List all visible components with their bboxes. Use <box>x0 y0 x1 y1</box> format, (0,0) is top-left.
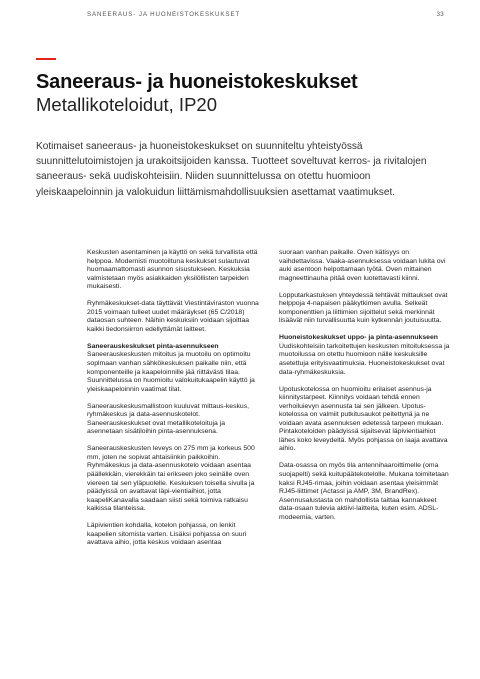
paragraph: Keskusten asentaminen ja käyttö on sekä turvallista että helppoa. Modernisti muotoiltuna keskukset sulautuvat huomaamattomasti asunnon sisustukseen. Keskuksia valmistetaan myös asiakkaiden yksilöllisten tarpeiden mukaisesti. <box>87 249 258 291</box>
paragraph: Saneerauskeskusten mitoitus ja muotoilu on optimoitu soplmaan vanhan sähkökeskuksen paikalle niin, että komponenteille ja kaapeloinnille jää riittävästi tilaa. Suunnittelussa on huomioitu valokuitukaapelin käyttö ja yleiskaapeloinnin vaatimat tilat. <box>87 351 255 393</box>
paragraph: Ryhmäkeskukset-data täyttävät Viestintäviraston vuonna 2015 voimaan tulleet uudet määräykset (65 C/2018) dataosan suhteen. Näihin keskuksiin voidaan sijoittaa kaikki tiedonsiirron edellyttämät laitteet. <box>87 300 259 333</box>
section-heading: Huoneistokeskukset uppo- ja pinta-asennukseen <box>279 334 438 342</box>
section-block <box>279 334 451 377</box>
page-number: 33 <box>436 11 444 18</box>
section-heading: Saneerauskeskukset pinta-asennukseen <box>87 342 219 350</box>
page-title: Saneeraus- ja huoneistokeskukset <box>36 71 358 93</box>
left-column <box>87 249 259 556</box>
paragraph: Uudiskohteisiin tarkoitettujen keskusten mitoituksessa ja muotoilussa on otettu huomioon nälle keskuksille asetettuja erityisvaatimuksia. Huoneistokeskukset ovat data-ryhmäkeskuksia. <box>279 342 450 376</box>
paragraph: Saneerauskeskusmallistoon kuuluvat mittaus-keskus, ryhmäkeskus ja data-asennuskotelot. Saneerauskeskukset ovat metallikoteloituja ja asennetaan sisätiloihin pinta-asennuksena. <box>87 402 250 436</box>
header-section-title: SANEERAUS- JA HUONEISTOKESKUKSET <box>87 11 241 18</box>
paragraph: Lopputarkastuksen yhteydessä tehtävät mittaukset ovat helppoja 4-napaisen pääkytkimen avulla. Selkeät komponenttien ja liittimien sijoittelut sekä merkinnät lisäävät niin turvallisuutta kuin kytkennän joutuisuutta. <box>279 291 448 325</box>
paragraph: Data-osassa on myös tila antennihaaroittimelle (oma suojapelti) sekä kuitupäätekotelolle. Mukana toimitetaan kaksi RJ45-rimaa, joihin voidaan asentaa yleisimmät RJ45-liittimet (Actassi ja AMP, 3M, BrandRex). Asennusalustasta on mahdollista taittaa kannakkeet data-osaan tulevia aktiivi-laitteita, kuten esim. ADSL-modeemia, varten. <box>279 462 449 521</box>
right-column <box>279 249 451 531</box>
page-subtitle: Metallikoteloidut, IP20 <box>36 94 217 115</box>
intro-paragraph: Kotimaiset saneeraus- ja huoneistokeskukset on suunniteltu yhteistyössä suunnittelutoimistojen ja urakoitsijoiden kanssa. Tuotteet soveltuvat kerros- ja rivitalojen saneeraus- sekä uudiskohteisiin. Niiden suunnittelussa on otettu huomioon yleiskaapeloinnin ja valokuidun liittämismahdollisuuksien asettamat vaatimukset. <box>36 141 427 198</box>
paragraph: Upotuskotelossa on huomioitu erilaiset asennus-ja kiinnitystarpeet. Kiinnitys voidaan tehdä ennen verhoiluievyn asennusta tai sen jälkeen. Upotus-kotelossa on valmiit putkitusaukot peitettynä ja ne voidaan avata asennuksen edetessä tarpeen mukaan. Pintakoteloiden päädyissä sijaitsevat läpivientiaihiot lähes koko leveydeltä. Myös pohjassa on laaja avattava aihio. <box>279 385 448 453</box>
paragraph: Läpivientien kohdalla, kotelon pohjassa, on lenkit kaapelien sitomista varten. Lisäksi pohjassa on suuri avattava aihio, jotta keskus voidaan asentaa <box>87 522 247 547</box>
paragraph: suoraan vanhan paikalle. Oven kätisyys on vaihdettavissa. Vaaka-asennuksessa voidaan lukita ovi auki asentoon helpottamaan työtä. Oven mittainen magneettinauha pitää oven luotettavasti kiinni. <box>279 249 446 282</box>
paragraph: Saneerauskeskusten leveys on 275 mm ja korkeus 500 mm, joten ne sopivat ahtaisiinkin paikkoihin. Ryhmäkeskus ja data-asennuskotelo voidaan asentaa päällekkäin, vierekkäin tai erikseen joko seinälle oven viereen tai sen yläpuolelle. Keskuksen toisella sivulla ja päädyissä on avattavat läpi-vientiaihiot, jotta kaapeliKanavalla saadaan siisti sekä toimiva ratkaisu kaikissa tilanteissa. <box>87 445 255 513</box>
running-header <box>87 11 444 18</box>
accent-bar <box>36 58 56 60</box>
section-block <box>87 343 259 394</box>
